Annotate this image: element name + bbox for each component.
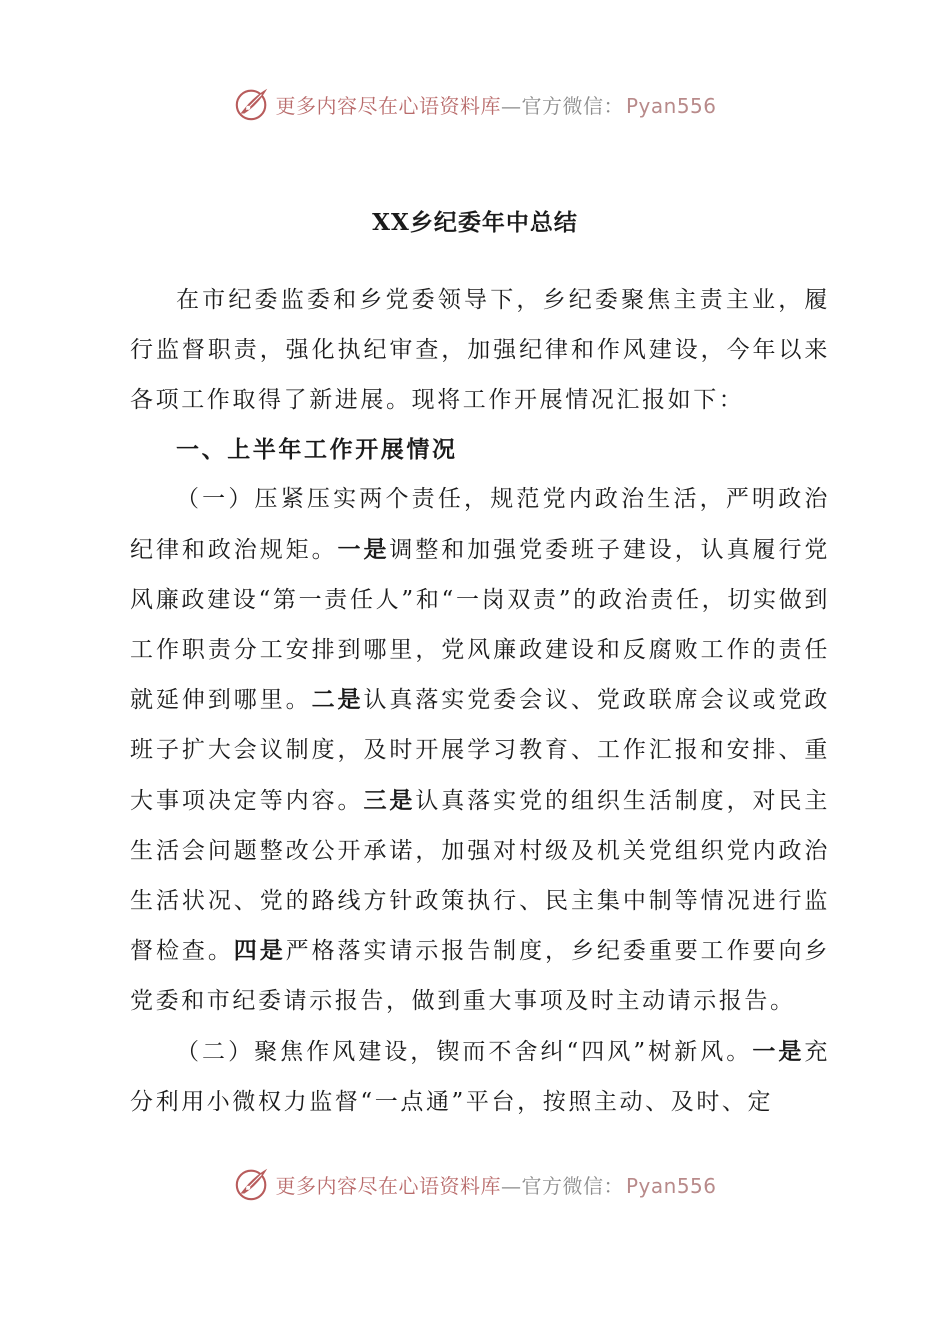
intro-paragraph: 在市纪委监委和乡党委领导下，乡纪委聚焦主责主业，履行监督职责，强化执纪审查，加强纪律和作风建设，今年以来各项工作取得了新进展。现将工作开展情况汇报如下： [130, 287, 830, 413]
banner-text [275, 1170, 716, 1199]
paragraph-keyword: 四是 [233, 937, 286, 965]
quill-seal-logo-icon [233, 1165, 271, 1203]
banner-text [275, 90, 716, 119]
section-heading: 一、上半年工作开展情况 [176, 436, 458, 464]
paragraph-text: 认真落实党委会议、党政联席会议或党政班子扩大会议制度，及时开展学习教育、工作汇报和安排、重大事项决定等内容。 [130, 687, 831, 814]
footer-banner [0, 1162, 950, 1206]
paragraph-work-style [130, 1027, 830, 1128]
banner-separator: — [500, 1173, 522, 1198]
paragraph-keyword: 一是 [337, 535, 390, 563]
paragraph-keyword: 一是 [752, 1037, 805, 1065]
banner-label: 官方微信： [521, 93, 624, 118]
banner-wechat-id: Pyan556 [625, 93, 717, 118]
header-banner [0, 82, 950, 126]
banner-separator: — [500, 93, 522, 118]
paragraph-keyword: 二是 [311, 686, 364, 714]
banner-main-text: 更多内容尽在心语资料库 [275, 93, 501, 118]
paragraph-text: （一）压紧压实两个责任，规范党内政治生活，严明政治纪律和政治规矩。 [130, 486, 830, 563]
paragraph-text: 充分利用小微权力监督“一点通”平台，按照主动、及时、定 [130, 1038, 830, 1115]
banner-label: 官方微信： [521, 1173, 624, 1198]
banner-main-text: 更多内容尽在心语资料库 [275, 1173, 501, 1198]
paragraph-text: 认真落实党的组织生活制度，对民主生活会问题整改公开承诺，加强对村级及机关党组织党内政治生活状况、党的路线方针政策执行、民主集中制等情况进行监督检查。 [130, 787, 831, 965]
banner-wechat-id: Pyan556 [625, 1173, 717, 1198]
document-title: XX乡纪委年中总结 [372, 209, 578, 236]
paragraph-responsibility [130, 475, 830, 1027]
paragraph-text: 严格落实请示报告制度，乡纪委重要工作要向乡党委和市纪委请示报告，做到重大事项及时主动请示报告。 [130, 938, 831, 1015]
paragraph-text: 调整和加强党委班子建设，认真履行党风廉政建设“第一责任人”和“一岗双责”的政治责任，切实做到工作职责分工安排到哪里，党风廉政建设和反腐败工作的责任就延伸到哪里。 [130, 536, 831, 714]
document-body [130, 276, 830, 1128]
quill-seal-logo-icon [233, 85, 271, 123]
paragraph-keyword: 三是 [363, 786, 416, 814]
paragraph-text: （二）聚焦作风建设，锲而不舍纠“四风”树新风。 [176, 1038, 753, 1065]
